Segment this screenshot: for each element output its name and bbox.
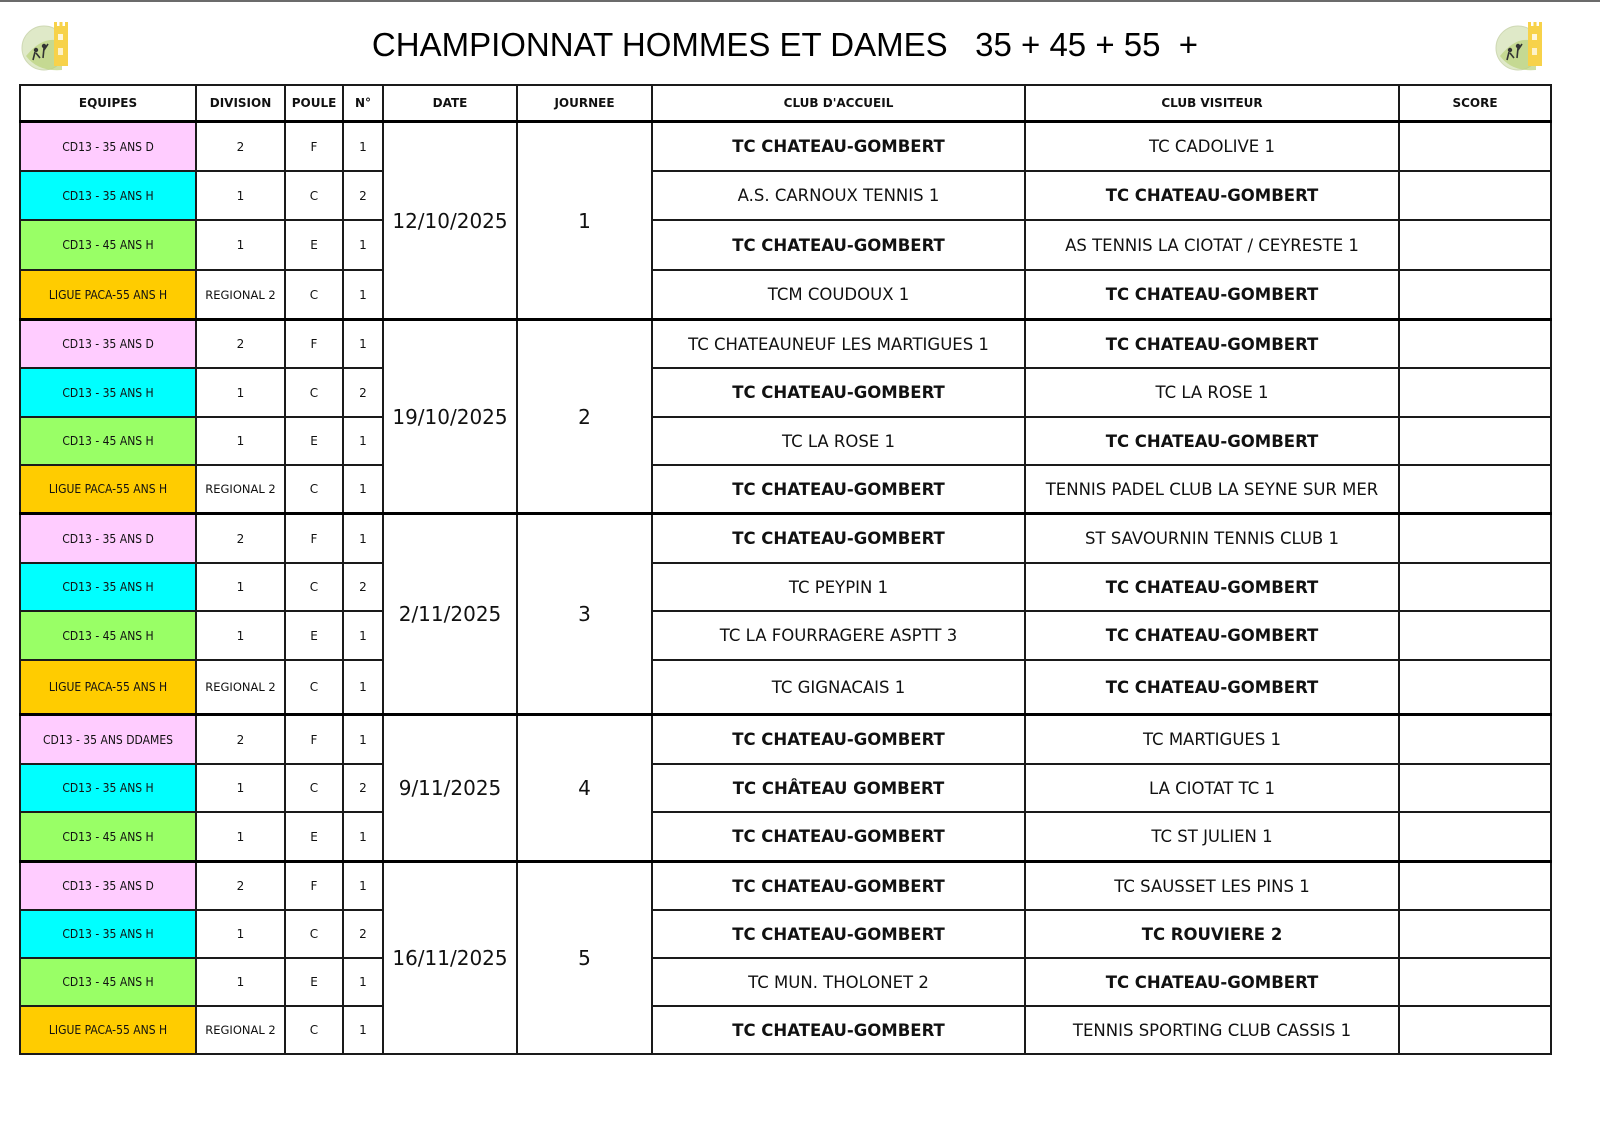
club-visiteur-cell: TC SAUSSET LES PINS 1 — [1025, 862, 1399, 911]
poule-cell: C — [285, 368, 343, 417]
team-cell: CD13 - 35 ANS D — [20, 122, 196, 172]
date-cell: 19/10/2025 — [383, 320, 517, 514]
team-cell: CD13 - 35 ANS H — [20, 764, 196, 812]
match-row — [20, 320, 1551, 369]
division-cell: 1 — [196, 368, 285, 417]
club-visiteur-cell: TC MARTIGUES 1 — [1025, 715, 1399, 765]
poule-cell: F — [285, 320, 343, 369]
team-cell: CD13 - 35 ANS DDAMES — [20, 715, 196, 765]
match-row — [20, 715, 1551, 765]
match-row — [20, 660, 1551, 715]
club-visiteur-cell: TC CHATEAU-GOMBERT — [1025, 270, 1399, 320]
match-row — [20, 563, 1551, 611]
club-accueil-cell: TC LA ROSE 1 — [652, 417, 1025, 465]
score-input-cell[interactable] — [1399, 958, 1551, 1006]
club-accueil-cell: TC CHATEAU-GOMBERT — [652, 514, 1025, 564]
numero-cell: 1 — [343, 715, 383, 765]
division-cell: 2 — [196, 715, 285, 765]
poule-cell: C — [285, 465, 343, 514]
club-visiteur-cell: TC ROUVIERE 2 — [1025, 910, 1399, 958]
numero-cell: 1 — [343, 270, 383, 320]
numero-cell: 1 — [343, 862, 383, 911]
team-cell: CD13 - 35 ANS H — [20, 368, 196, 417]
score-input-cell[interactable] — [1399, 270, 1551, 320]
club-visiteur-cell: TC CHATEAU-GOMBERT — [1025, 660, 1399, 715]
match-row — [20, 764, 1551, 812]
team-cell: CD13 - 45 ANS H — [20, 417, 196, 465]
club-visiteur-cell: TENNIS SPORTING CLUB CASSIS 1 — [1025, 1006, 1399, 1054]
header-division: DIVISION — [196, 85, 285, 122]
club-accueil-cell: TC PEYPIN 1 — [652, 563, 1025, 611]
numero-cell: 1 — [343, 1006, 383, 1054]
club-visiteur-cell: ST SAVOURNIN TENNIS CLUB 1 — [1025, 514, 1399, 564]
match-row — [20, 514, 1551, 564]
numero-cell: 2 — [343, 171, 383, 220]
schedule-table — [19, 84, 1552, 1055]
score-input-cell[interactable] — [1399, 171, 1551, 220]
team-cell: CD13 - 35 ANS D — [20, 320, 196, 369]
division-cell: 1 — [196, 764, 285, 812]
club-accueil-cell: TC CHATEAU-GOMBERT — [652, 368, 1025, 417]
division-cell: 1 — [196, 171, 285, 220]
division-cell: REGIONAL 2 — [196, 270, 285, 320]
numero-cell: 1 — [343, 122, 383, 172]
numero-cell: 1 — [343, 958, 383, 1006]
score-input-cell[interactable] — [1399, 320, 1551, 369]
division-cell: 1 — [196, 220, 285, 270]
date-cell: 2/11/2025 — [383, 514, 517, 715]
numero-cell: 1 — [343, 514, 383, 564]
club-visiteur-cell: TC CHATEAU-GOMBERT — [1025, 320, 1399, 369]
match-row — [20, 910, 1551, 958]
club-accueil-cell: TC CHATEAUNEUF LES MARTIGUES 1 — [652, 320, 1025, 369]
numero-cell: 1 — [343, 812, 383, 862]
team-cell: LIGUE PACA-55 ANS H — [20, 465, 196, 514]
poule-cell: C — [285, 660, 343, 715]
score-input-cell[interactable] — [1399, 417, 1551, 465]
club-visiteur-cell: TC CHATEAU-GOMBERT — [1025, 563, 1399, 611]
club-visiteur-cell: TC ST JULIEN 1 — [1025, 812, 1399, 862]
numero-cell: 2 — [343, 910, 383, 958]
score-input-cell[interactable] — [1399, 122, 1551, 172]
poule-cell: E — [285, 611, 343, 660]
poule-cell: F — [285, 862, 343, 911]
numero-cell: 1 — [343, 611, 383, 660]
score-input-cell[interactable] — [1399, 660, 1551, 715]
team-cell: CD13 - 35 ANS H — [20, 910, 196, 958]
team-cell: LIGUE PACA-55 ANS H — [20, 660, 196, 715]
numero-cell: 1 — [343, 465, 383, 514]
poule-cell: C — [285, 910, 343, 958]
score-input-cell[interactable] — [1399, 611, 1551, 660]
poule-cell: C — [285, 171, 343, 220]
division-cell: 1 — [196, 563, 285, 611]
team-cell: CD13 - 45 ANS H — [20, 958, 196, 1006]
club-accueil-cell: TC CHATEAU-GOMBERT — [652, 220, 1025, 270]
numero-cell: 1 — [343, 660, 383, 715]
score-input-cell[interactable] — [1399, 812, 1551, 862]
match-row — [20, 220, 1551, 270]
division-cell: 1 — [196, 611, 285, 660]
club-accueil-cell: TC CHATEAU-GOMBERT — [652, 812, 1025, 862]
club-visiteur-cell: TC LA ROSE 1 — [1025, 368, 1399, 417]
score-input-cell[interactable] — [1399, 862, 1551, 911]
division-cell: 1 — [196, 812, 285, 862]
header-numero: N° — [343, 85, 383, 122]
match-row — [20, 812, 1551, 862]
match-row — [20, 171, 1551, 220]
poule-cell: E — [285, 958, 343, 1006]
team-cell: LIGUE PACA-55 ANS H — [20, 1006, 196, 1054]
team-cell: LIGUE PACA-55 ANS H — [20, 270, 196, 320]
club-accueil-cell: TCM COUDOUX 1 — [652, 270, 1025, 320]
numero-cell: 1 — [343, 417, 383, 465]
team-cell: CD13 - 45 ANS H — [20, 812, 196, 862]
journee-cell: 5 — [517, 862, 652, 1055]
page-title: CHAMPIONNAT HOMMES ET DAMES 35 + 45 + 55 + — [371, 26, 1199, 63]
team-cell: CD13 - 35 ANS D — [20, 514, 196, 564]
division-cell: 1 — [196, 958, 285, 1006]
header-row — [20, 85, 1551, 122]
header-equipes: EQUIPES — [20, 85, 196, 122]
numero-cell: 1 — [343, 220, 383, 270]
score-input-cell[interactable] — [1399, 220, 1551, 270]
numero-cell: 2 — [343, 368, 383, 417]
match-row — [20, 611, 1551, 660]
club-visiteur-cell: TENNIS PADEL CLUB LA SEYNE SUR MER — [1025, 465, 1399, 514]
division-cell: REGIONAL 2 — [196, 465, 285, 514]
club-visiteur-cell: AS TENNIS LA CIOTAT / CEYRESTE 1 — [1025, 220, 1399, 270]
date-cell: 16/11/2025 — [383, 862, 517, 1055]
division-cell: 2 — [196, 122, 285, 172]
poule-cell: F — [285, 715, 343, 765]
score-input-cell[interactable] — [1399, 1006, 1551, 1054]
score-input-cell[interactable] — [1399, 368, 1551, 417]
team-cell: CD13 - 35 ANS H — [20, 171, 196, 220]
header-journee: JOURNEE — [517, 85, 652, 122]
top-border-line — [0, 0, 1600, 2]
date-cell: 12/10/2025 — [383, 122, 517, 320]
club-visiteur-cell: TC CADOLIVE 1 — [1025, 122, 1399, 172]
match-row — [20, 958, 1551, 1006]
match-row — [20, 465, 1551, 514]
club-accueil-cell: TC CHÂTEAU GOMBERT — [652, 764, 1025, 812]
division-cell: REGIONAL 2 — [196, 1006, 285, 1054]
division-cell: REGIONAL 2 — [196, 660, 285, 715]
club-accueil-cell: TC LA FOURRAGERE ASPTT 3 — [652, 611, 1025, 660]
poule-cell: C — [285, 563, 343, 611]
club-accueil-cell: TC CHATEAU-GOMBERT — [652, 910, 1025, 958]
club-accueil-cell: A.S. CARNOUX TENNIS 1 — [652, 171, 1025, 220]
match-row — [20, 122, 1551, 172]
team-cell: CD13 - 45 ANS H — [20, 220, 196, 270]
club-visiteur-cell: TC CHATEAU-GOMBERT — [1025, 611, 1399, 660]
club-accueil-cell: TC CHATEAU-GOMBERT — [652, 122, 1025, 172]
score-input-cell[interactable] — [1399, 465, 1551, 514]
team-cell: CD13 - 35 ANS D — [20, 862, 196, 911]
journee-cell: 1 — [517, 122, 652, 320]
numero-cell: 2 — [343, 563, 383, 611]
club-accueil-cell: TC MUN. THOLONET 2 — [652, 958, 1025, 1006]
journee-cell: 4 — [517, 715, 652, 862]
header-date: DATE — [383, 85, 517, 122]
match-row — [20, 417, 1551, 465]
score-input-cell[interactable] — [1399, 715, 1551, 765]
header-score: SCORE — [1399, 85, 1551, 122]
poule-cell: E — [285, 417, 343, 465]
club-accueil-cell: TC CHATEAU-GOMBERT — [652, 465, 1025, 514]
division-cell: 2 — [196, 514, 285, 564]
score-input-cell[interactable] — [1399, 563, 1551, 611]
numero-cell: 1 — [343, 320, 383, 369]
club-visiteur-cell: TC CHATEAU-GOMBERT — [1025, 171, 1399, 220]
numero-cell: 2 — [343, 764, 383, 812]
division-cell: 2 — [196, 862, 285, 911]
club-accueil-cell: TC CHATEAU-GOMBERT — [652, 862, 1025, 911]
poule-cell: F — [285, 122, 343, 172]
match-row — [20, 368, 1551, 417]
club-visiteur-cell: TC CHATEAU-GOMBERT — [1025, 958, 1399, 1006]
club-visiteur-cell: TC CHATEAU-GOMBERT — [1025, 417, 1399, 465]
header-poule: POULE — [285, 85, 343, 122]
journee-cell: 2 — [517, 320, 652, 514]
poule-cell: C — [285, 1006, 343, 1054]
score-input-cell[interactable] — [1399, 910, 1551, 958]
date-cell: 9/11/2025 — [383, 715, 517, 862]
division-cell: 1 — [196, 417, 285, 465]
team-cell: CD13 - 45 ANS H — [20, 611, 196, 660]
club-visiteur-cell: LA CIOTAT TC 1 — [1025, 764, 1399, 812]
journee-cell: 3 — [517, 514, 652, 715]
division-cell: 2 — [196, 320, 285, 369]
poule-cell: F — [285, 514, 343, 564]
match-row — [20, 862, 1551, 911]
poule-cell: E — [285, 220, 343, 270]
header-club-accueil: CLUB D'ACCUEIL — [652, 85, 1025, 122]
match-row — [20, 270, 1551, 320]
score-input-cell[interactable] — [1399, 764, 1551, 812]
club-accueil-cell: TC CHATEAU-GOMBERT — [652, 715, 1025, 765]
division-cell: 1 — [196, 910, 285, 958]
poule-cell: C — [285, 764, 343, 812]
score-input-cell[interactable] — [1399, 514, 1551, 564]
team-cell: CD13 - 35 ANS H — [20, 563, 196, 611]
poule-cell: E — [285, 812, 343, 862]
match-row — [20, 1006, 1551, 1054]
club-accueil-cell: TC CHATEAU-GOMBERT — [652, 1006, 1025, 1054]
poule-cell: C — [285, 270, 343, 320]
header-club-visiteur: CLUB VISITEUR — [1025, 85, 1399, 122]
club-accueil-cell: TC GIGNACAIS 1 — [652, 660, 1025, 715]
